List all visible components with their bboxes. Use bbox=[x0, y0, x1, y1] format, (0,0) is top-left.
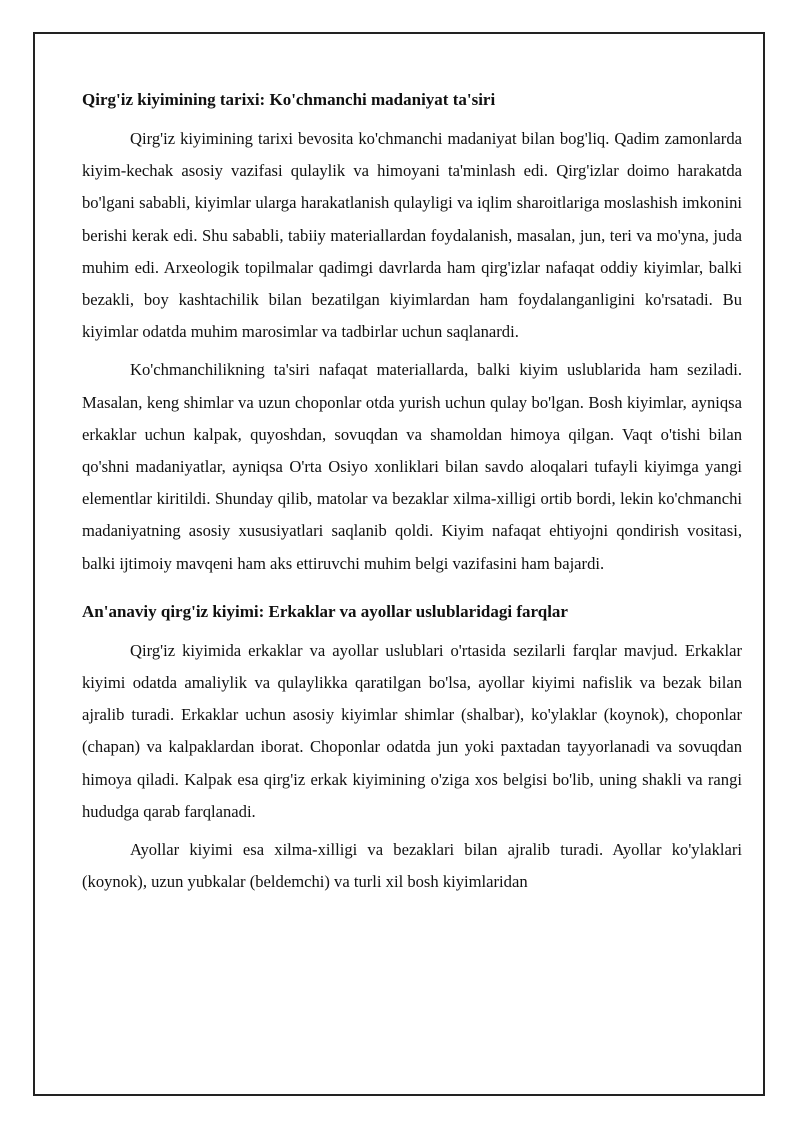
section-heading-history: Qirg'iz kiyimining tarixi: Ko'chmanchi madaniyat ta'siri bbox=[82, 90, 496, 109]
section-heading-styles: An'anaviy qirg'iz kiyimi: Erkaklar va ayollar uslublaridagi farqlar bbox=[82, 601, 568, 621]
paragraph-styles-1: Qirg'iz kiyimida erkaklar va ayollar uslublari o'rtasida sezilarli farqlar mavjud. Erkaklar kiyimi odatda amaliylik va qulaylikka qaratilgan bo'lsa, ayollar kiyimi nafislik va bezak bilan ajralib turadi. Erkaklar uchun asosiy kiyimlar shimlar (shalbar), ko'ylaklar (koynok), choponlar (chapan) va kalpaklardan iborat. Choponlar odatda jun yoki paxtadan tayyorlanadi va sovuqdan himoya qiladi. Kalpak esa qirg'iz erkak kiyimining o'ziga xos belgisi bo'lib, uning shakli va rangi hududga qarab farqlanadi. bbox=[82, 640, 742, 821]
document-body bbox=[82, 87, 742, 904]
paragraph-history-2: Ko'chmanchilikning ta'siri nafaqat materiallarda, balki kiyim uslublarida ham seziladi. Masalan, keng shimlar va uzun choponlar otda yurish uchun qulay bo'lgan. Bosh kiyimlar, ayniqsa erkaklar uchun kalpak, quyoshdan, sovuqdan va shamoldan himoya qilgan. Vaqt o'tishi bilan qo'shni madaniyatlar, ayniqsa O'rta Osiyo xonliklari bilan savdo aloqalari tufayli kiyimga yangi elementlar kiritildi. Shunday qilib, matolar va bezaklar xilma-xilligi ortib bordi, lekin ko'chmanchi madaniyatning asosiy xususiyatlari saqlanib qoldi. Kiyim nafaqat ehtiyojni qondirish vositasi, balki ijtimoiy mavqeni ham aks ettiruvchi muhim belgi vazifasini ham bajardi. bbox=[82, 360, 742, 573]
paragraph-styles-2: Ayollar kiyimi esa xilma-xilligi va bezaklari bilan ajralib turadi. Ayollar ko'ylaklari (koynok), uzun yubkalar (beldemchi) va turli xil bosh kiyimlaridan bbox=[82, 840, 742, 892]
paragraph-history-1: Qirg'iz kiyimining tarixi bevosita ko'chmanchi madaniyat bilan bog'liq. Qadim zamonlarda kiyim-kechak asosiy vazifasi qulaylik va himoyani ta'minlash edi. Qirg'izlar doimo harakatda bo'lgani sababli, kiyimlar ularga harakatlanish qulayligi va iqlim sharoitlariga moslashish imkonini berishi kerak edi. Shu sababli, tabiiy materiallardan foydalanish, masalan, jun, teri va mo'yna, juda muhim edi. Arxeologik topilmalar qadimgi davrlarda ham qirg'izlar nafaqat oddiy kiyimlar, balki bezakli, boy kashtachilik bilan bezatilgan kiyimlardan ham foydalanganligini ko'rsatadi. Bu kiyimlar odatda muhim marosimlar va tadbirlar uchun saqlanardi. bbox=[82, 129, 742, 342]
